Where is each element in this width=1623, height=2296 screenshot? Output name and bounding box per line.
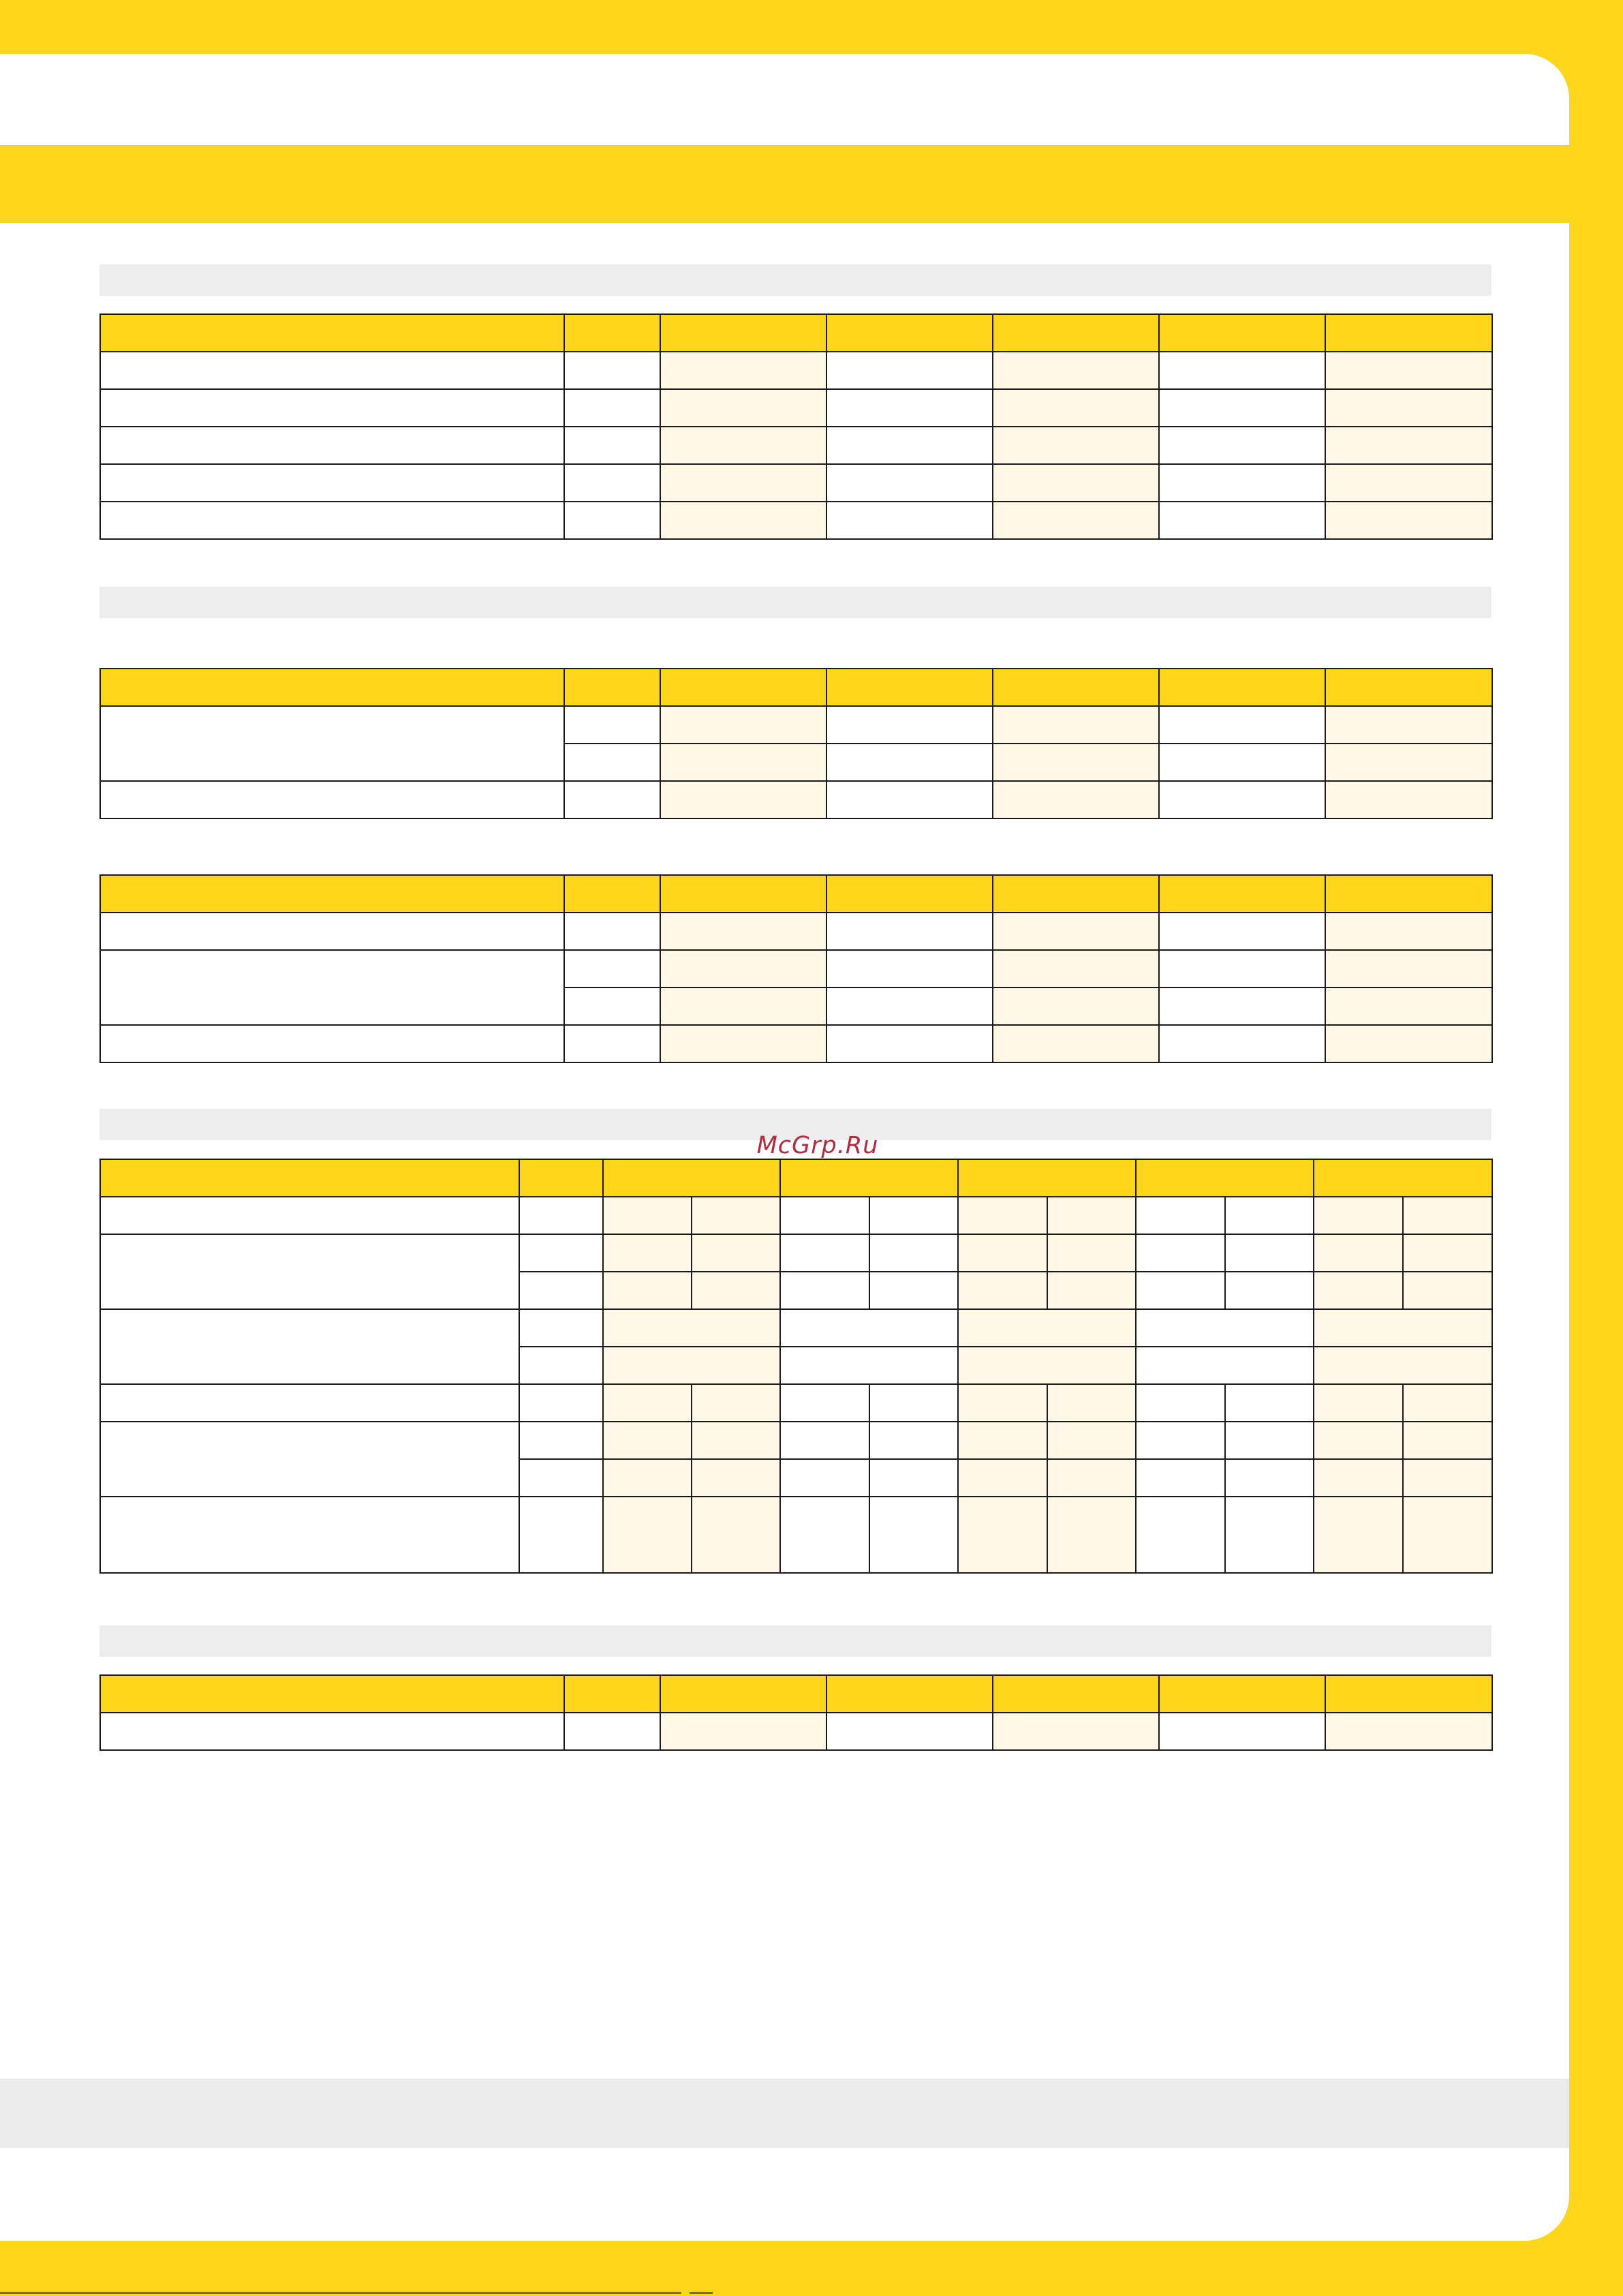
table-row bbox=[100, 502, 1492, 539]
table-row bbox=[100, 913, 1492, 950]
table-row bbox=[100, 950, 1492, 988]
spec-table-1 bbox=[99, 313, 1493, 540]
table-header-row bbox=[100, 669, 1492, 706]
table-header-row bbox=[100, 875, 1492, 913]
header-band bbox=[0, 145, 1569, 223]
footer-band bbox=[0, 2079, 1569, 2148]
table-row bbox=[100, 1422, 1492, 1459]
spec-table-2 bbox=[99, 668, 1493, 819]
section-bar-1 bbox=[99, 264, 1491, 296]
table-row bbox=[100, 781, 1492, 818]
table-row bbox=[100, 352, 1492, 389]
table-row bbox=[100, 1234, 1492, 1272]
table-header-row bbox=[100, 1159, 1492, 1197]
bottom-rule-left bbox=[0, 2292, 681, 2294]
table-row bbox=[100, 1309, 1492, 1347]
table-row bbox=[100, 1497, 1492, 1573]
table-row bbox=[100, 427, 1492, 464]
watermark-text: McGrp.Ru bbox=[756, 1132, 879, 1159]
spec-table-3 bbox=[99, 874, 1493, 1063]
spec-table-4 bbox=[99, 1159, 1493, 1574]
section-bar-2 bbox=[99, 587, 1491, 618]
table-row bbox=[100, 1384, 1492, 1422]
table-row bbox=[100, 464, 1492, 502]
table-row bbox=[100, 706, 1492, 744]
spec-table-5 bbox=[99, 1674, 1493, 1751]
section-bar-4 bbox=[99, 1625, 1491, 1657]
table-header-row bbox=[100, 1675, 1492, 1713]
table-row bbox=[100, 389, 1492, 427]
table-row bbox=[100, 1713, 1492, 1750]
table-row bbox=[100, 1197, 1492, 1234]
table-row bbox=[100, 1025, 1492, 1062]
table-header-row bbox=[100, 314, 1492, 352]
bottom-rule-right bbox=[690, 2292, 713, 2294]
